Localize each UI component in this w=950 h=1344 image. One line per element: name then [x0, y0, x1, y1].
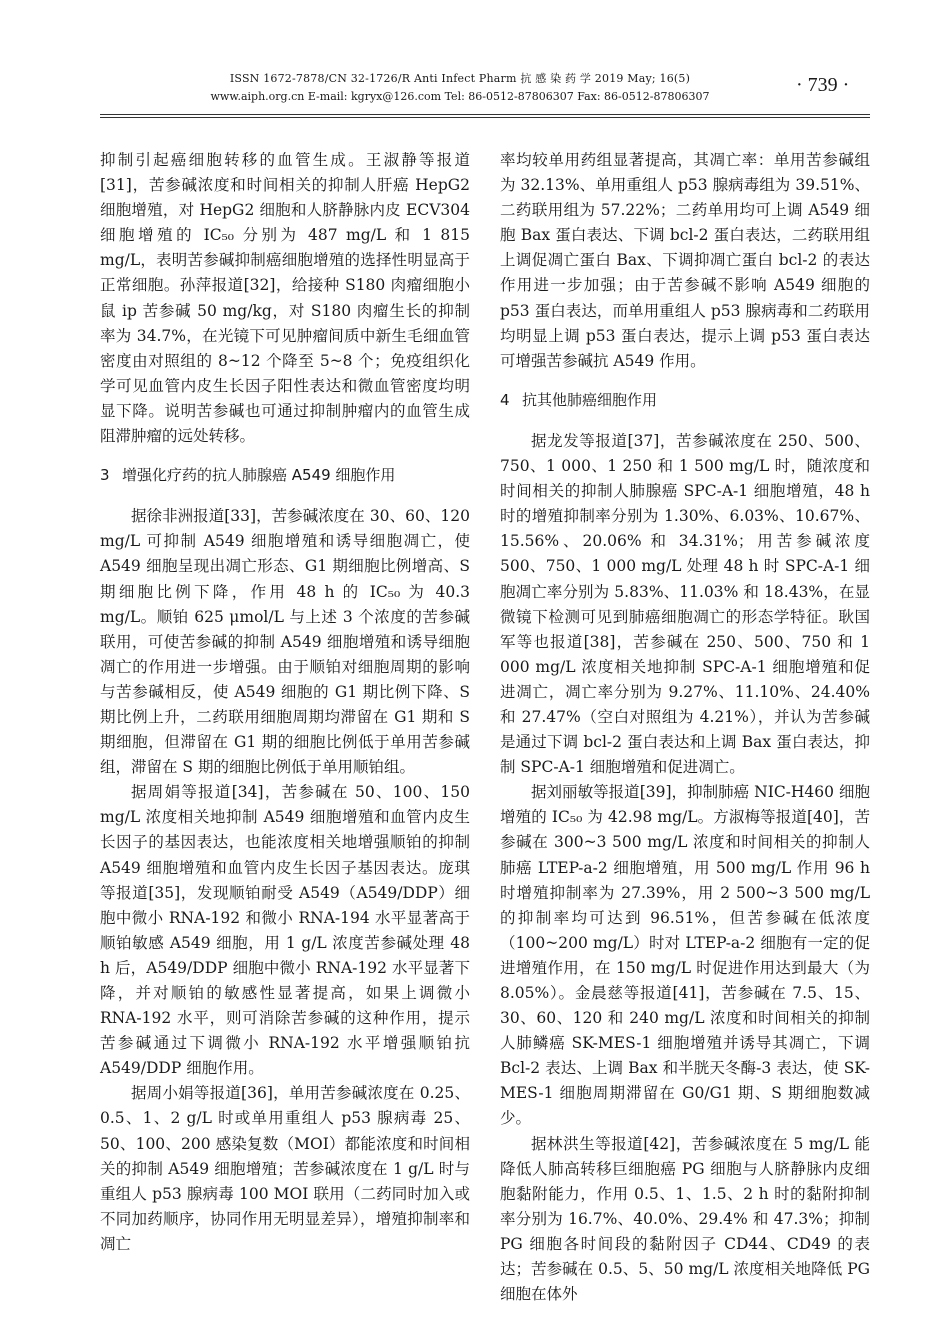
header-rule-top	[100, 114, 870, 115]
section-title: 抗其他肺癌细胞作用	[522, 390, 658, 409]
section-title: 增强化疗药的抗人肺腺癌 A549 细胞作用	[122, 466, 396, 485]
left-column	[100, 148, 470, 1257]
paragraph: 据龙发等报道[37]，苦参碱浓度在 250、500、750、1 000、1 250 和 1 500 mg/L 时，随浓度和时间相关的抑制人肺腺癌 SPC-A-1 细胞增殖，48 h 时的增殖抑制率分别为 1.30%、6.03%、10.67%、15.56%、20.06% 和 34.31%；用苦参碱浓度 500、750、1 000 mg/L 处理 48 h 时 SPC-A-1 细胞凋亡率分别为 5.83%、11.03% 和 18.43%，在显微镜下检测可见到肺癌细胞凋亡的形态学特征。耿国军等也报道[38]，苦参碱在 250、500、750 和 1 000 mg/L 浓度相关地抑制 SPC-A-1 细胞增殖和促进凋亡，凋亡率分别为 9.27%、11.10%、24.40% 和 27.47%（空白对照组为 4.21%），并认为苦参碱是通过下调 bcl-2 蛋白表达和上调 Bax 蛋白表达，抑制 SPC-A-1 细胞增殖和促进凋亡。	[500, 431, 870, 777]
header-rule-bottom	[100, 117, 870, 118]
section-number: 3	[100, 466, 110, 485]
page-number: · 739 ·	[796, 74, 850, 96]
paragraph: 抑制引起癌细胞转移的血管生成。王淑静等报道[31]，苦参碱浓度和时间相关的抑制人肝癌 HepG2 细胞增殖，对 HepG2 细胞和人脐静脉内皮 ECV304 细胞增殖的 IC₅₀ 分别为 487 mg/L 和 1 815 mg/L，表明苦参碱抑制癌细胞增殖的选择性明显高于正常细胞。孙萍报道[32]，给接种 S180 肉瘤细胞小鼠 ip 苦参碱 50 mg/kg，对 S180 肉瘤生长的抑制率为 34.7%，在光镜下可见肿瘤间质中新生毛细血管密度由对照组的 8~12 个降至 5~8 个；免疫组织化学可见血管内皮生长因子阳性表达和微血管密度均明显下降。说明苦参碱也可通过抑制肿瘤内的血管生成阻滞肿瘤的远处转移。	[100, 151, 470, 446]
paragraph: 据刘丽敏等报道[39]，抑制肺癌 NIC-H460 细胞增殖的 IC₅₀ 为 42.98 mg/L。方淑梅等报道[40]，苦参碱在 300~3 500 mg/L 浓度和时间相关的抑制人肺癌 LTEP-a-2 细胞增殖，用 500 mg/L 作用 96 h 时增殖抑制率为 27.39%，用 2 500~3 500 mg/L 的抑制率均可达到 96.51%，但苦参碱在低浓度（100~200 mg/L）时对 LTEP-a-2 细胞有一定的促进增殖作用，在 150 mg/L 时促进作用达到最大（为 8.05%）。金晨慈等报道[41]，苦参碱在 7.5、15、30、60、120 和 240 mg/L 浓度和时间相关的抑制人肺鳞癌 SK-MES-1 细胞增殖并诱导其凋亡，下调 Bcl-2 表达、上调 Bax 和半胱天冬酶-3 表达，使 SK-MES-1 细胞周期滞留在 G0/G1 期、S 期细胞数减少。	[500, 783, 870, 1128]
section-heading	[100, 463, 470, 488]
journal-citation-line: ISSN 1672-7878/CN 32-1726/R Anti Infect Pharm 抗 感 染 药 学 2019 May; 16(5)	[229, 72, 691, 85]
paragraph: 据徐非洲报道[33]，苦参碱浓度在 30、60、120 mg/L 可抑制 A549 细胞增殖和诱导细胞凋亡，使 A549 细胞呈现出凋亡形态、G1 期细胞比例增高、S 期细胞比例下降，作用 48 h 的 IC₅₀ 为 40.3 mg/L。顺铂 625 μmol/L 与上述 3 个浓度的苦参碱联用，可使苦参碱的抑制 A549 细胞增殖和诱导细胞凋亡的作用进一步增强。由于顺铂对细胞周期的影响与苦参碱相反，使 A549 细胞的 G1 期比例下降、S 期比例上升，二药联用细胞周期均滞留在 G1 期和 S 期细胞，但滞留在 G1 期的细胞比例低于单用苦参碱组，滞留在 S 期的细胞比例低于单用顺铂组。	[100, 507, 470, 777]
paragraph: 据周小娟等报道[36]，单用苦参碱浓度在 0.25、0.5、1、2 g/L 时或单用重组人 p53 腺病毒 25、50、100、200 感染复数（MOI）都能浓度和时间相关的抑制 A549 细胞增殖；苦参碱浓度在 1 g/L 时与重组人 p53 腺病毒 100 MOI 联用（二药同时加入或不同加药顺序，协同作用无明显差异），增殖抑制率和凋亡	[100, 1084, 470, 1253]
paragraph: 率均较单用药组显著提高，其凋亡率：单用苦参碱组为 32.13%、单用重组人 p53 腺病毒组为 39.51%、二药联用组为 57.22%；二药单用均可上调 A549 细胞 Bax 蛋白表达、下调 bcl-2 蛋白表达，二药联用组上调促凋亡蛋白 Bax、下调抑凋亡蛋白 bcl-2 的表达作用进一步加强；由于苦参碱不影响 A549 细胞的 p53 蛋白表达，而单用重组人 p53 腺病毒和二药联用均明显上调 p53 蛋白表达，提示上调 p53 蛋白表达可增强苦参碱抗 A549 作用。	[500, 151, 870, 370]
paragraph: 据林洪生等报道[42]，苦参碱浓度在 5 mg/L 能降低人肺高转移巨细胞癌 PG 细胞与人脐静脉内皮细胞黏附能力，作用 0.5、1、1.5、2 h 时的黏附抑制率分别为 16.7%、40.0%、29.4% 和 47.3%；抑制 PG 细胞各时间段的黏附因子 CD44、CD49 的表达；苦参碱在 0.5、5、50 mg/L 浓度相关地降低 PG 细胞在体外	[500, 1134, 870, 1304]
section-heading	[500, 388, 870, 413]
page-header	[0, 0, 950, 130]
right-column	[500, 148, 870, 1307]
journal-contact-line: www.aiph.org.cn E-mail: kgryx@126.com Tel: 86-0512-87806307 Fax: 86-0512-87806307	[210, 90, 710, 103]
section-number: 4	[500, 390, 510, 409]
paragraph: 据周娟等报道[34]，苦参碱在 50、100、150 mg/L 浓度相关地抑制 A549 细胞增殖和血管内皮生长因子的基因表达，也能浓度相关地增强顺铂的抑制 A549 细胞增殖和血管内皮生长因子基因表达。庞琪等报道[35]，发现顺铂耐受 A549（A549/DDP）细胞中微小 RNA-192 和微小 RNA-194 水平显著高于顺铂敏感 A549 细胞，用 1 g/L 浓度苦参碱处理 48 h 后，A549/DDP 细胞中微小 RNA-192 水平显著下降，并对顺铂的敏感性显著提高，如果上调微小 RNA-192 水平，则可消除苦参碱的这种作用，提示苦参碱通过下调微小 RNA-192 水平增强顺铂抗 A549/DDP 细胞作用。	[100, 783, 470, 1078]
